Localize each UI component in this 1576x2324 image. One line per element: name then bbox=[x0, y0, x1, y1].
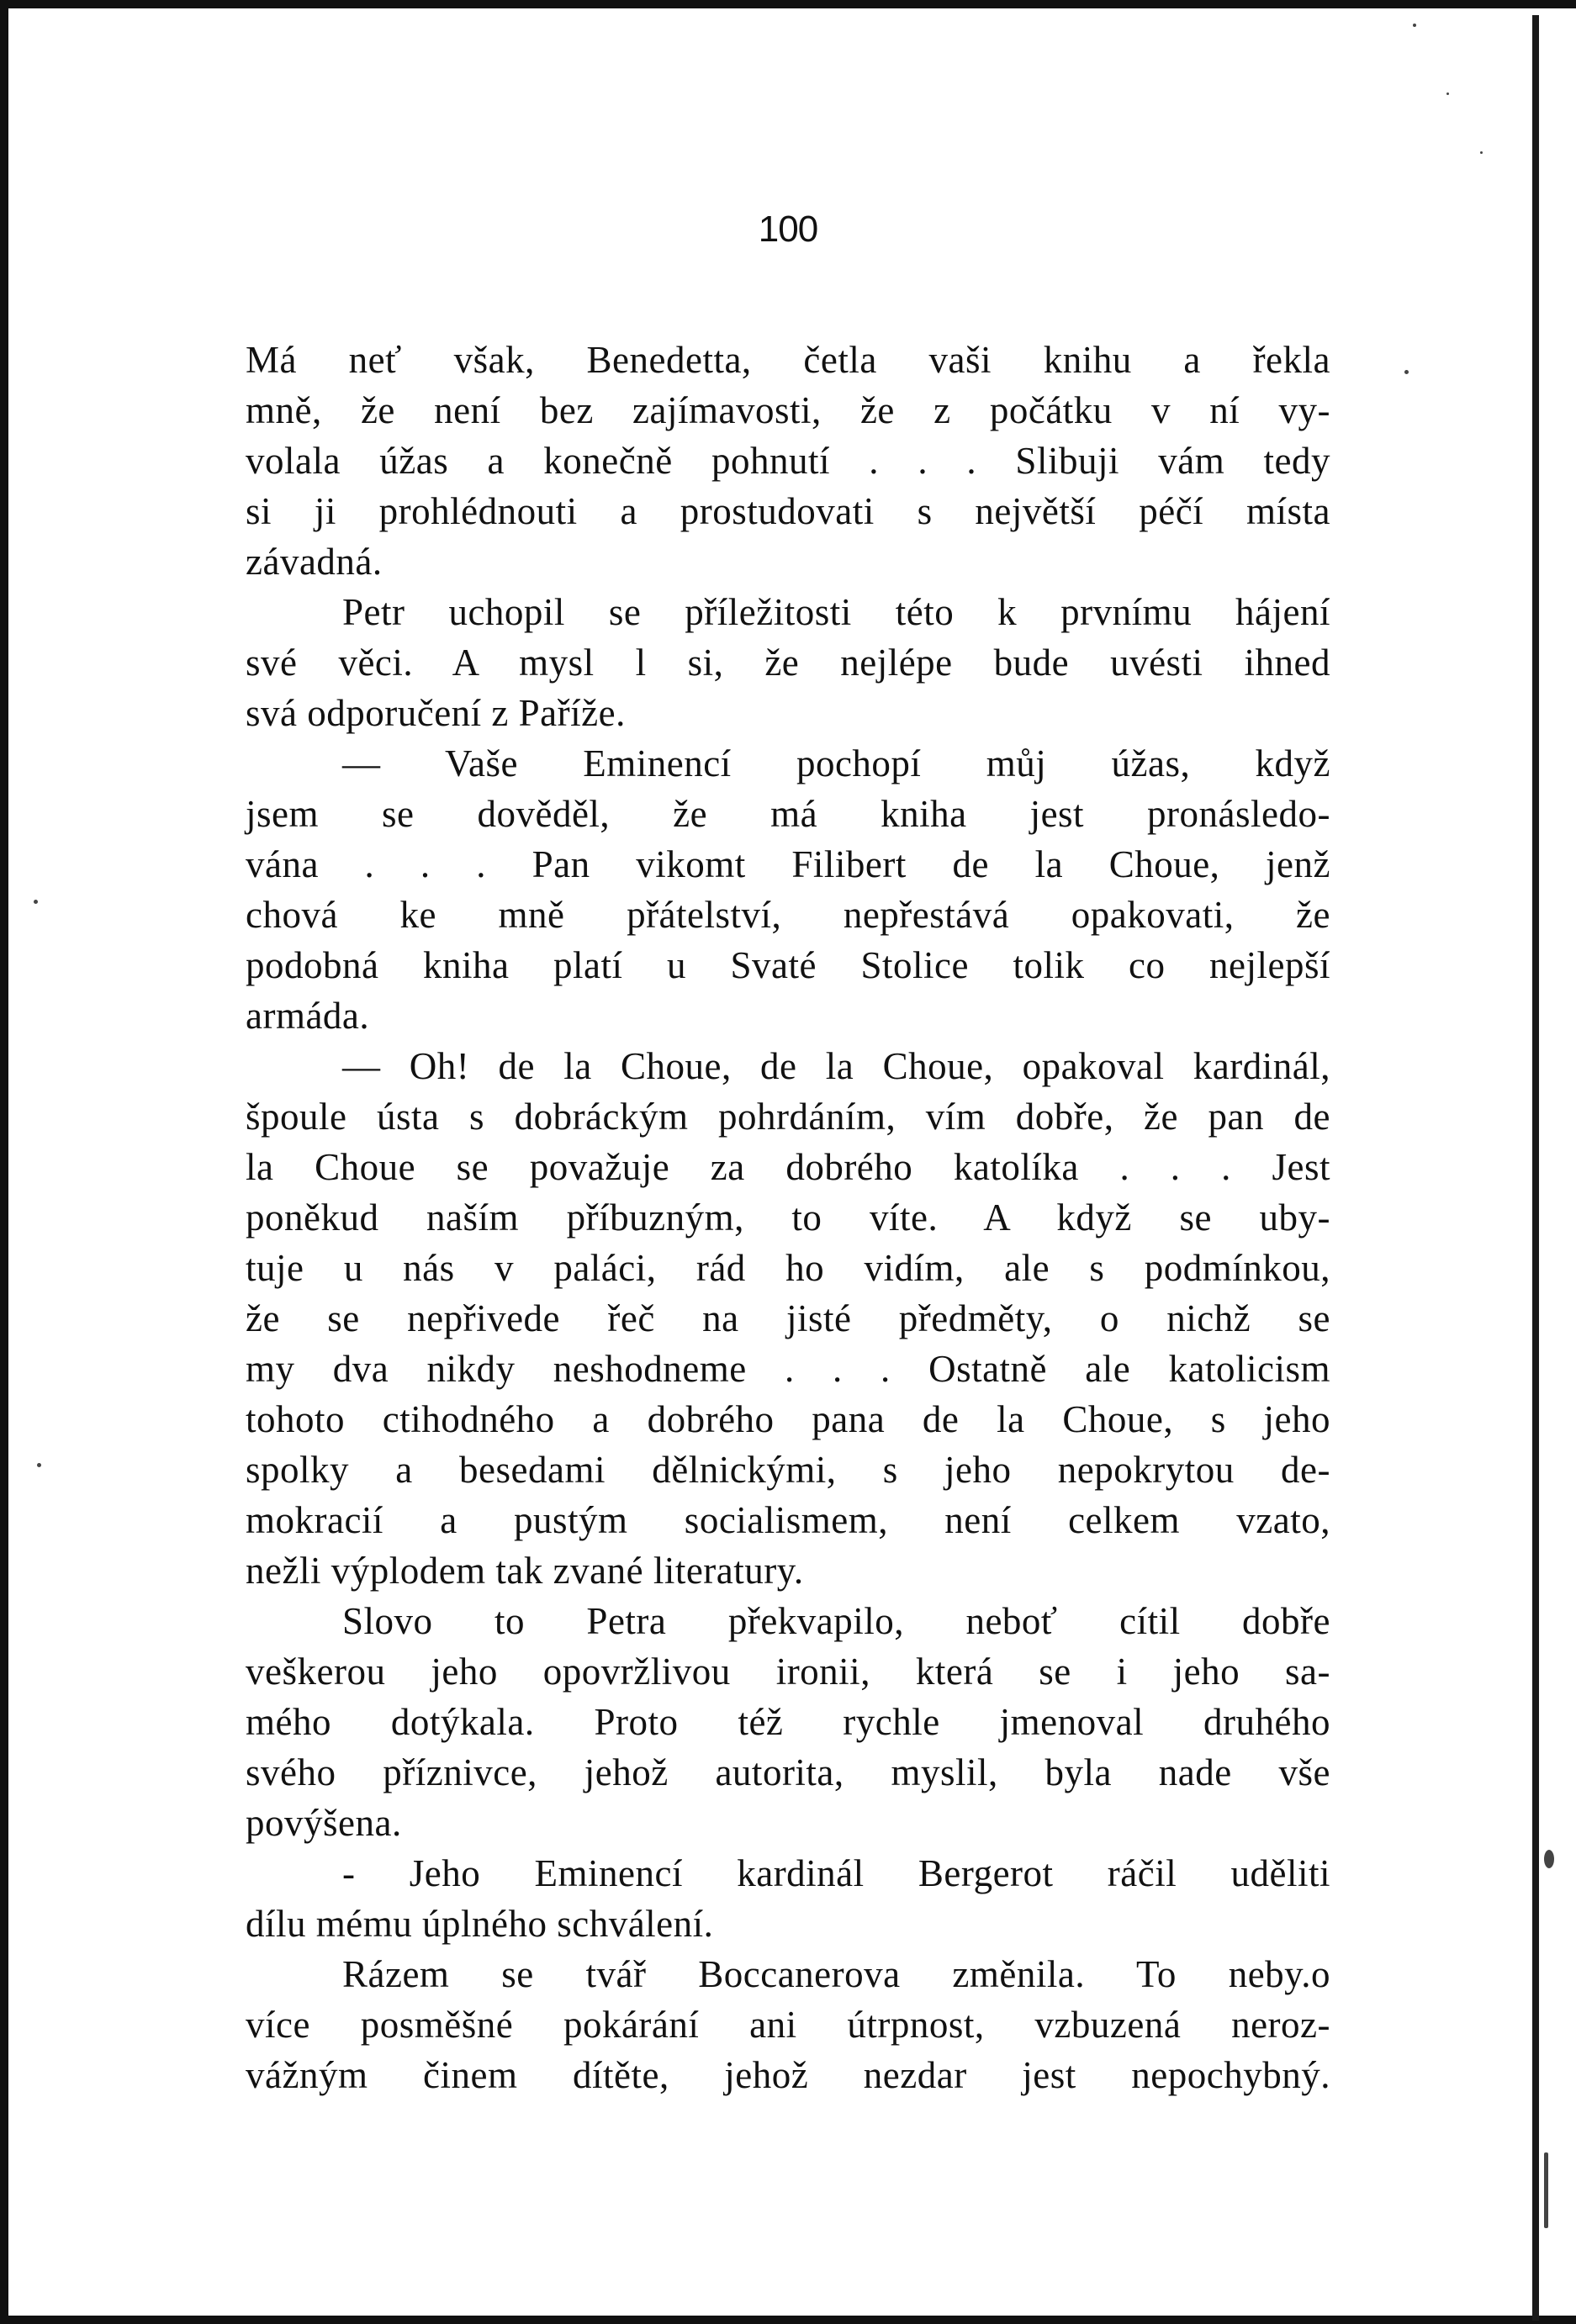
text-line: špoule ústa s dobráckým pohrdáním, vím dobře, že pan de bbox=[246, 1096, 1330, 1138]
text-line: veškerou jeho opovržlivou ironii, která se i jeho sa- bbox=[246, 1651, 1330, 1693]
scan-speck bbox=[1446, 92, 1449, 95]
text-line: spolky a besedami dělnickými, s jeho nepokrytou de- bbox=[246, 1449, 1330, 1491]
scan-speck bbox=[1404, 370, 1409, 374]
scan-speck bbox=[1480, 151, 1483, 154]
scan-speck bbox=[1544, 1850, 1554, 1868]
text-line: více posměšné pokárání ani útrpnost, vzbuzená neroz- bbox=[246, 2004, 1330, 2046]
scan-speck bbox=[1544, 2152, 1548, 2228]
text-line: - Jeho Eminencí kardinál Bergerot ráčil uděliti bbox=[342, 1852, 1330, 1894]
text-line: podobná kniha platí u Svaté Stolice tolik co nejlepší bbox=[246, 944, 1330, 986]
text-line: dílu mému úplného schválení. bbox=[246, 1903, 714, 1945]
scan-border-left bbox=[0, 0, 8, 2324]
text-line: la Choue se považuje za dobrého katolíka . . . Jest bbox=[246, 1146, 1330, 1188]
body-text bbox=[246, 335, 1330, 2100]
text-line: si ji prohlédnouti a prostudovati s největší péčí místa bbox=[246, 490, 1330, 532]
text-line: vána . . . Pan vikomt Filibert de la Choue, jenž bbox=[246, 843, 1330, 885]
text-line: tohoto ctihodného a dobrého pana de la Choue, s jeho bbox=[246, 1398, 1330, 1440]
text-line: Petr uchopil se příležitosti této k prvnímu hájení bbox=[342, 591, 1330, 633]
text-line: Slovo to Petra překvapilo, neboť cítil dobře bbox=[342, 1600, 1330, 1642]
text-line: povýšena. bbox=[246, 1802, 402, 1844]
scan-speck bbox=[1413, 24, 1416, 27]
text-line: jsem se dověděl, že má kniha jest pronásledo- bbox=[246, 793, 1330, 835]
text-line: mně, že není bez zajímavosti, že z počátku v ní vy- bbox=[246, 389, 1330, 431]
text-line: Rázem se tvář Boccanerova změnila. To neby.o bbox=[342, 1953, 1330, 1995]
page-fold-edge bbox=[1532, 15, 1539, 2321]
text-line: závadná. bbox=[246, 541, 383, 583]
scan-border-top bbox=[0, 0, 1576, 8]
text-line: my dva nikdy neshodneme . . . Ostatně ale katolicism bbox=[246, 1348, 1330, 1390]
page-number: 100 bbox=[758, 209, 818, 250]
text-line: — Oh! de la Choue, de la Choue, opakoval kardinál, bbox=[342, 1045, 1330, 1087]
scan-speck bbox=[34, 900, 38, 904]
text-line: Má neť však, Benedetta, četla vaši knihu a řekla bbox=[246, 339, 1330, 381]
text-line: vážným činem dítěte, jehož nezdar jest nepochybný. bbox=[246, 2054, 1330, 2096]
scan-border-bottom bbox=[0, 2316, 1576, 2324]
text-line: — Vaše Eminencí pochopí můj úžas, když bbox=[342, 742, 1330, 784]
text-line: že se nepřivede řeč na jisté předměty, o nichž se bbox=[246, 1297, 1330, 1339]
text-line: svá odporučení z Paříže. bbox=[246, 692, 626, 734]
scan-speck bbox=[37, 1463, 41, 1467]
text-line: mokracií a pustým socialismem, není celkem vzato, bbox=[246, 1499, 1330, 1541]
text-line: chová ke mně přátelství, nepřestává opakovati, že bbox=[246, 894, 1330, 936]
text-line: své věci. A mysl l si, že nejlépe bude uvésti ihned bbox=[246, 642, 1330, 684]
text-line: poněkud naším příbuzným, to víte. A když se uby- bbox=[246, 1196, 1330, 1239]
text-line: svého příznivce, jehož autorita, myslil, byla nade vše bbox=[246, 1751, 1330, 1793]
text-line: nežli výplodem tak zvané literatury. bbox=[246, 1550, 804, 1592]
text-line: mého dotýkala. Proto též rychle jmenoval druhého bbox=[246, 1701, 1330, 1743]
text-line: tuje u nás v paláci, rád ho vidím, ale s podmínkou, bbox=[246, 1247, 1330, 1289]
text-line: armáda. bbox=[246, 995, 370, 1037]
text-line: volala úžas a konečně pohnutí . . . Slibuji vám tedy bbox=[246, 440, 1330, 482]
